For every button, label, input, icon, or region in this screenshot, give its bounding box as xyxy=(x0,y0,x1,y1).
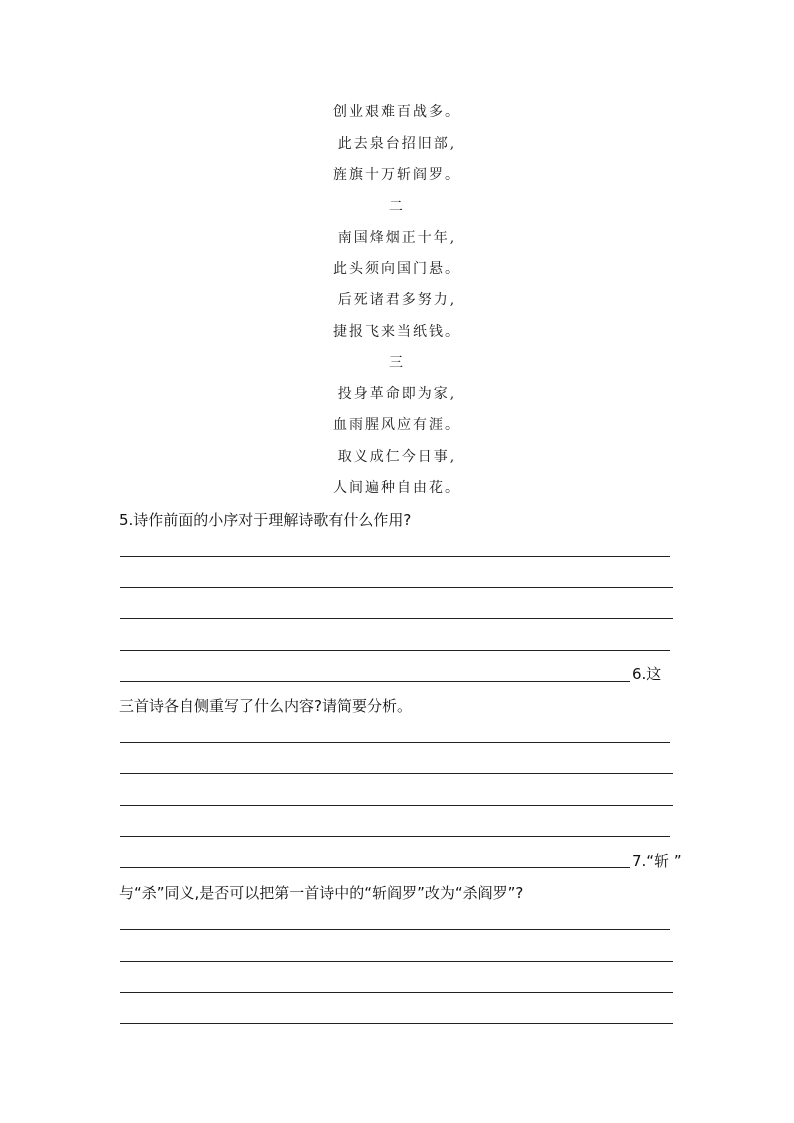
poem-line: 创业艰难百战多。 xyxy=(333,104,461,120)
answer-line[interactable] xyxy=(120,556,670,557)
poem-line: 旌旗十万斩阎罗。 xyxy=(333,167,461,183)
poem-line: 血雨腥风应有涯。 xyxy=(333,417,461,433)
poem-line: 后死诸君多努力, xyxy=(337,292,457,308)
answer-line[interactable] xyxy=(120,961,673,962)
answer-line[interactable] xyxy=(120,742,670,743)
poem-section-number: 三 xyxy=(389,355,405,371)
poem-line: 此去泉台招旧部, xyxy=(337,136,457,152)
answer-line[interactable] xyxy=(120,1023,673,1024)
poem-section-number: 二 xyxy=(389,199,405,215)
poem-line: 南国烽烟正十年, xyxy=(337,230,457,246)
question-6-number: 6.这 xyxy=(632,665,662,683)
question-5: 5.诗作前面的小序对于理解诗歌有什么作用? xyxy=(119,511,412,529)
answer-line[interactable] xyxy=(120,587,673,588)
question-7-number: 7.“斩 ” xyxy=(632,852,682,870)
answer-line[interactable] xyxy=(120,836,670,837)
poem-line: 此头须向国门悬。 xyxy=(333,261,461,277)
poem-line: 取义成仁今日事, xyxy=(337,449,457,465)
answer-line[interactable] xyxy=(120,650,670,651)
poem-line: 人间遍种自由花。 xyxy=(333,480,461,496)
answer-line[interactable] xyxy=(120,618,673,619)
poem-line: 投身革命即为家, xyxy=(337,386,457,402)
question-7: 与“杀”同义,是否可以把第一首诗中的“斩阎罗”改为“杀阎罗”? xyxy=(119,884,524,902)
answer-line[interactable] xyxy=(120,929,670,930)
question-6: 三首诗各自侧重写了什么内容?请简要分析。 xyxy=(119,697,412,715)
answer-line[interactable] xyxy=(120,805,673,806)
poem-line: 捷报飞来当纸钱。 xyxy=(333,324,461,340)
answer-line[interactable] xyxy=(120,773,673,774)
answer-line[interactable] xyxy=(120,681,630,682)
answer-line[interactable] xyxy=(120,992,673,993)
answer-line[interactable] xyxy=(120,867,630,868)
